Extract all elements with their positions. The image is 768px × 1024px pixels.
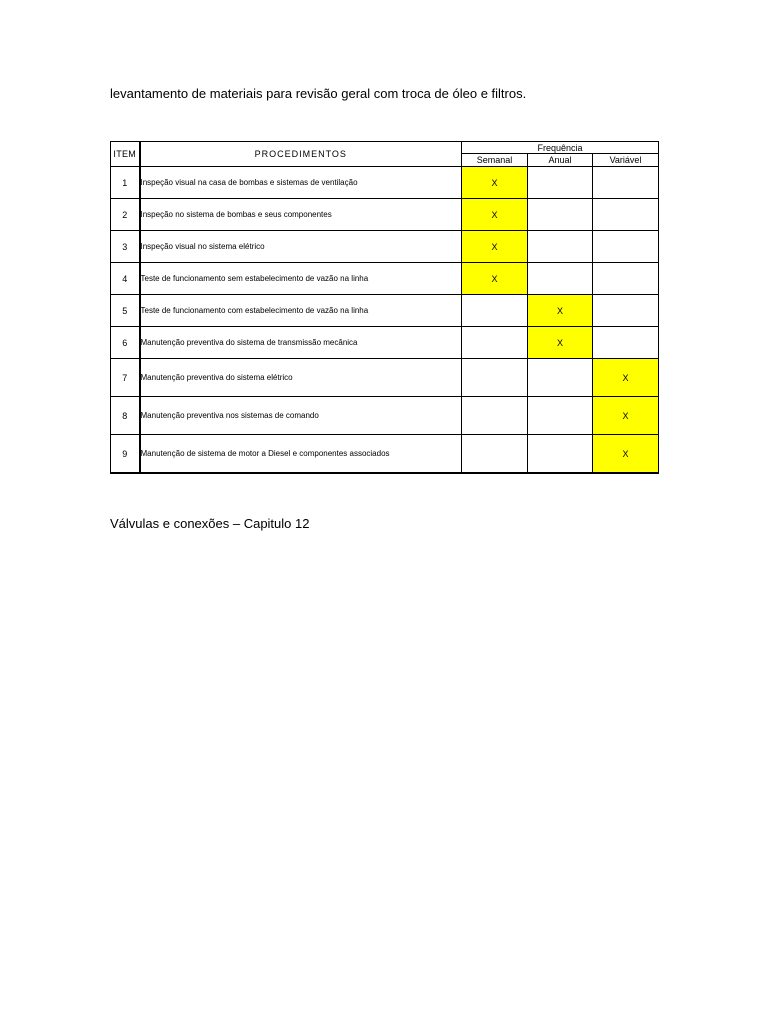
cell-weekly: X [462,167,528,199]
cell-annual [528,231,593,263]
cell-variable: X [593,359,659,397]
header-weekly: Semanal [462,154,528,167]
cell-annual [528,359,593,397]
row-item-number: 6 [111,327,140,359]
table-row [111,295,659,327]
row-procedure: Inspeção visual na casa de bombas e sistemas de ventilação [140,167,462,199]
row-item-number: 4 [111,263,140,295]
cell-annual [528,435,593,474]
maintenance-table [110,141,659,474]
row-procedure: Manutenção preventiva do sistema de transmissão mecânica [140,327,462,359]
row-procedure: Inspeção no sistema de bombas e seus componentes [140,199,462,231]
cell-variable: X [593,435,659,474]
header-frequency: Frequência [462,142,659,154]
table-row [111,199,659,231]
cell-variable [593,263,659,295]
row-procedure: Manutenção preventiva nos sistemas de comando [140,397,462,435]
row-item-number: 1 [111,167,140,199]
row-item-number: 7 [111,359,140,397]
cell-variable [593,199,659,231]
row-item-number: 8 [111,397,140,435]
cell-weekly [462,435,528,474]
row-item-number: 5 [111,295,140,327]
row-procedure: Manutenção de sistema de motor a Diesel e componentes associados [140,435,462,474]
table-row [111,397,659,435]
cell-annual: X [528,295,593,327]
row-procedure: Inspeção visual no sistema elétrico [140,231,462,263]
cell-variable [593,231,659,263]
row-item-number: 2 [111,199,140,231]
table-row [111,231,659,263]
header-item: ITEM [111,142,140,167]
cell-variable: X [593,397,659,435]
table-row [111,263,659,295]
cell-annual [528,263,593,295]
header-procedures: PROCEDIMENTOS [140,142,462,167]
cell-weekly [462,327,528,359]
cell-annual [528,199,593,231]
cell-weekly: X [462,199,528,231]
page-heading: levantamento de materiais para revisão geral com troca de óleo e filtros. [110,86,527,101]
cell-variable [593,167,659,199]
cell-annual [528,167,593,199]
section-title: Válvulas e conexões – Capitulo 12 [110,516,310,531]
cell-weekly [462,359,528,397]
header-annual: Anual [528,154,593,167]
cell-annual: X [528,327,593,359]
row-procedure: Manutenção preventiva do sistema elétrico [140,359,462,397]
cell-weekly [462,397,528,435]
cell-weekly [462,295,528,327]
cell-annual [528,397,593,435]
table-row [111,359,659,397]
table-row [111,167,659,199]
cell-weekly: X [462,231,528,263]
row-item-number: 9 [111,435,140,474]
cell-variable [593,327,659,359]
row-procedure: Teste de funcionamento sem estabelecimento de vazão na linha [140,263,462,295]
row-procedure: Teste de funcionamento com estabelecimento de vazão na linha [140,295,462,327]
cell-variable [593,295,659,327]
table-row [111,435,659,474]
table-row [111,327,659,359]
row-item-number: 3 [111,231,140,263]
header-variable: Variável [593,154,659,167]
cell-weekly: X [462,263,528,295]
